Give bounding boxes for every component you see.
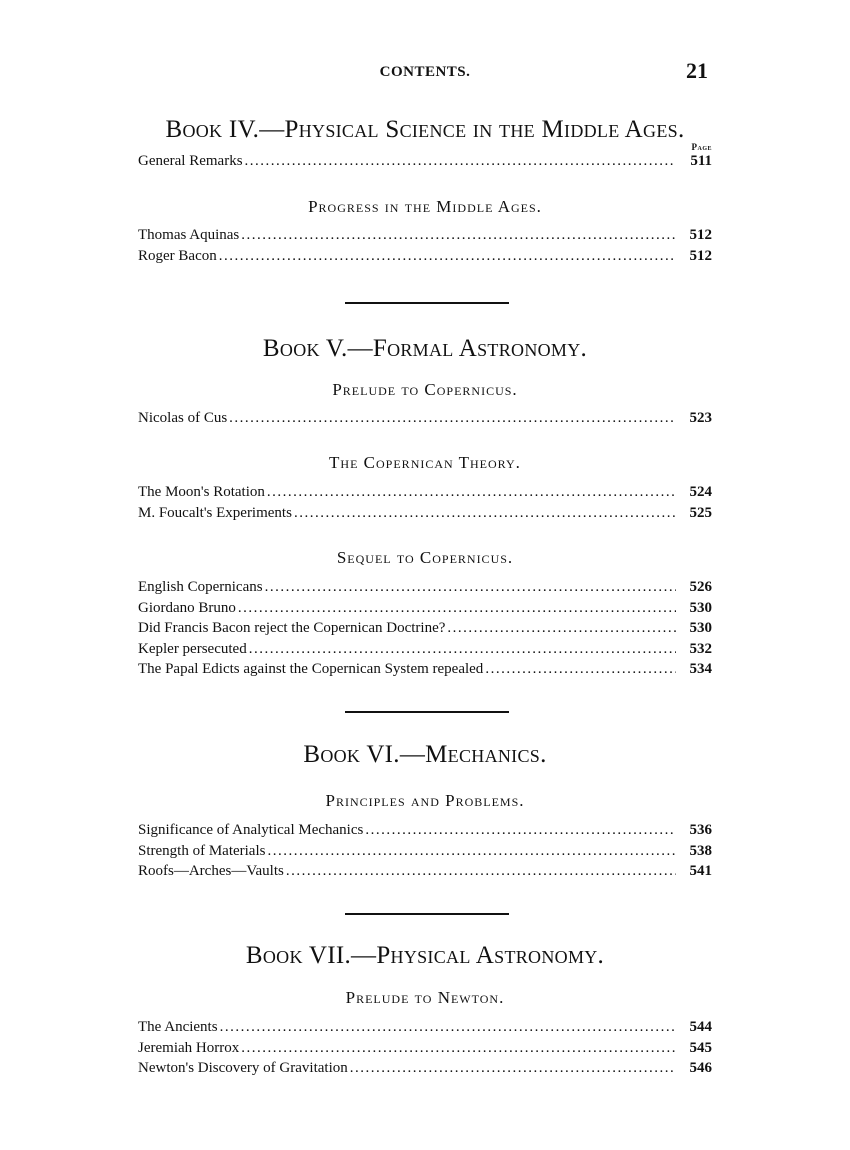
dot-leader	[267, 843, 676, 860]
entry-page: 523	[689, 410, 712, 426]
entry-page: 538	[689, 842, 712, 859]
dot-leader	[267, 484, 676, 501]
toc-entry	[138, 661, 712, 682]
toc-list	[138, 822, 712, 884]
dot-leader	[249, 641, 676, 658]
dot-leader	[485, 661, 676, 678]
toc-entry	[138, 505, 712, 526]
toc-entry	[138, 822, 712, 843]
toc-entry	[138, 410, 712, 431]
entry-title: The Papal Edicts against the Copernican System repealed	[138, 661, 484, 677]
page-column-label: Page	[691, 142, 712, 152]
entry-page: 544	[689, 1019, 712, 1035]
section-heading: Prelude to Copernicus.	[332, 380, 518, 399]
entry-page: 526	[689, 579, 712, 595]
running-head	[0, 58, 850, 88]
entry-page: 530	[689, 599, 712, 616]
entry-title: Newton's Discovery of Gravitation	[138, 1060, 348, 1076]
section-heading: Progress in the Middle Ages.	[308, 197, 542, 216]
toc-entry	[138, 641, 712, 662]
entry-title: Nicolas of Cus	[138, 410, 228, 426]
toc-list	[138, 1019, 712, 1081]
dot-leader	[365, 822, 676, 839]
dot-leader	[229, 410, 676, 427]
entry-title: Roger Bacon	[138, 247, 217, 264]
toc-entry	[138, 620, 712, 641]
section-heading: Sequel to Copernicus.	[336, 548, 514, 567]
entry-title: Thomas Aquinas	[138, 227, 240, 243]
dot-leader	[238, 600, 676, 617]
entry-page: 530	[689, 620, 712, 636]
book-title: Book VII.—Physical Astronomy.	[245, 942, 605, 969]
entry-page: 524	[689, 484, 712, 500]
toc-entry	[138, 843, 712, 864]
dot-leader	[286, 863, 676, 880]
entry-page: 512	[689, 247, 712, 264]
toc-list	[138, 153, 712, 174]
toc-list	[138, 579, 712, 682]
toc-entry	[138, 153, 712, 174]
running-head-title: CONTENTS.	[379, 64, 471, 80]
toc-entry	[138, 484, 712, 505]
entry-title: Strength of Materials	[138, 842, 266, 859]
toc-entry	[138, 600, 712, 621]
toc-entry	[138, 227, 712, 248]
section-heading: Prelude to Newton.	[345, 988, 505, 1007]
toc-entry	[138, 248, 712, 269]
entry-page: 546	[689, 1060, 712, 1076]
section-divider	[345, 302, 509, 304]
entry-title: The Moon's Rotation	[138, 484, 265, 500]
toc-entry	[138, 579, 712, 600]
toc-list	[138, 410, 712, 431]
section-divider	[345, 913, 509, 915]
entry-title: M. Foucalt's Experiments	[138, 504, 292, 521]
entry-title: The Ancients	[138, 1019, 218, 1035]
dot-leader	[245, 153, 676, 170]
toc-list	[138, 227, 712, 268]
section-divider	[345, 711, 509, 713]
dot-leader	[241, 1040, 676, 1057]
toc-entry	[138, 1060, 712, 1081]
book-title: Book V.—Formal Astronomy.	[262, 335, 588, 362]
entry-title: Giordano Bruno	[138, 599, 236, 616]
book-title: Book VI.—Mechanics.	[303, 741, 547, 768]
entry-page: 545	[689, 1039, 712, 1056]
entry-title: Did Francis Bacon reject the Copernican Doctrine?	[138, 620, 446, 636]
entry-title: Significance of Analytical Mechanics	[138, 822, 364, 838]
entry-page: 541	[689, 863, 712, 879]
dot-leader	[219, 248, 676, 265]
entry-page: 536	[689, 822, 712, 838]
entry-page: 511	[690, 153, 712, 169]
book-title: Book IV.—Physical Science in the Middle Ages.	[165, 116, 685, 143]
toc-entry	[138, 1019, 712, 1040]
entry-page: 534	[689, 661, 712, 677]
dot-leader	[265, 579, 676, 596]
dot-leader	[294, 505, 676, 522]
section-heading: The Copernican Theory.	[329, 453, 521, 472]
toc-entry	[138, 863, 712, 884]
entry-title: General Remarks	[138, 153, 243, 169]
dot-leader	[447, 620, 676, 637]
toc-list	[138, 484, 712, 525]
entry-page: 512	[689, 227, 712, 243]
entry-title: English Copernicans	[138, 579, 263, 595]
entry-title: Kepler persecuted	[138, 640, 247, 657]
page-number: 21	[686, 58, 708, 83]
entry-title: Roofs—Arches—Vaults	[138, 863, 284, 879]
section-heading: Principles and Problems.	[325, 791, 525, 810]
dot-leader	[350, 1060, 676, 1077]
entry-page: 525	[689, 504, 712, 521]
entry-page: 532	[689, 640, 712, 657]
toc-entry	[138, 1040, 712, 1061]
dot-leader	[220, 1019, 676, 1036]
dot-leader	[241, 227, 676, 244]
entry-title: Jeremiah Horrox	[138, 1039, 240, 1056]
